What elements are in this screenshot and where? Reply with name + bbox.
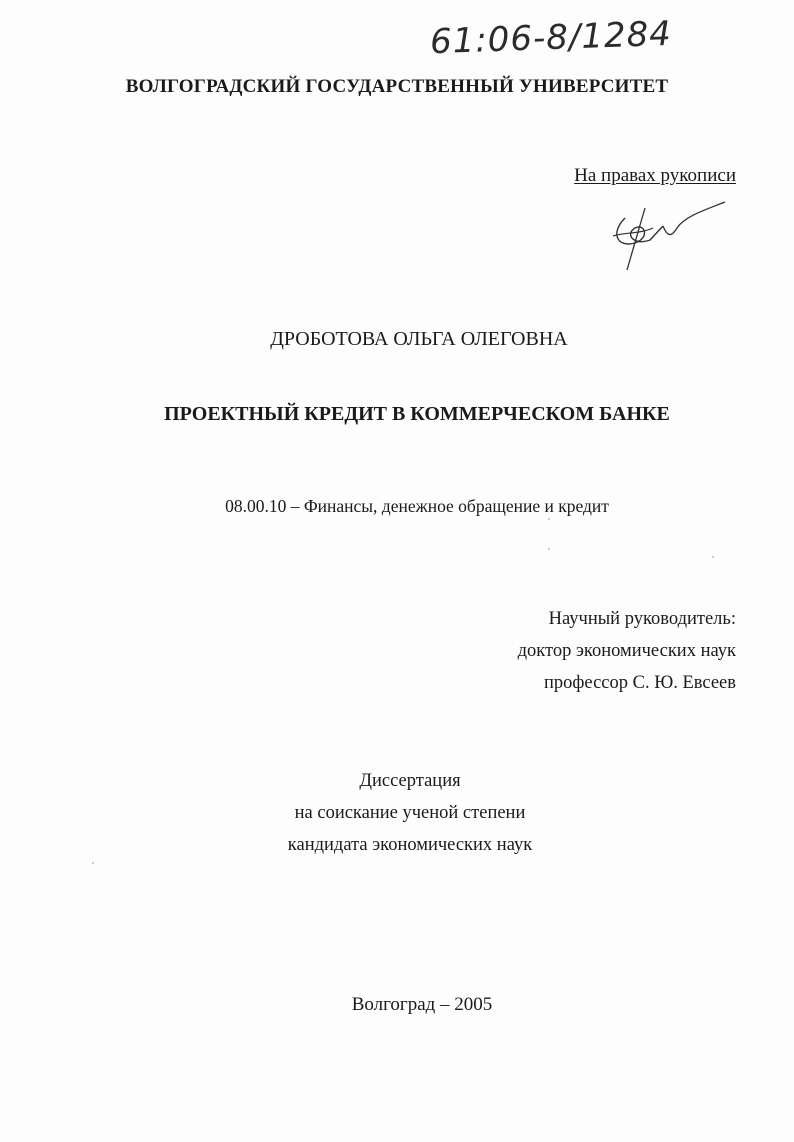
signature-icon xyxy=(605,188,735,278)
scan-speck xyxy=(548,518,550,520)
scan-speck xyxy=(548,548,550,550)
dissertation-type-block xyxy=(0,765,794,861)
place-and-year: Волгоград – 2005 xyxy=(351,994,493,1015)
manuscript-rights-note: На правах рукописи xyxy=(574,165,736,186)
specialty-code: 08.00.10 – Финансы, денежное обращение и кредит xyxy=(225,496,609,516)
dissertation-line-1: Диссертация xyxy=(359,771,461,791)
dissertation-line-2: на соискание ученой степени xyxy=(294,803,526,823)
archive-number-handwritten: 61:06-8/1284 xyxy=(429,13,673,63)
supervisor-degree: доктор экономических наук xyxy=(517,641,736,661)
supervisor-heading: Научный руководитель: xyxy=(548,609,736,629)
author-name: ДРОБОТОВА ОЛЬГА ОЛЕГОВНА xyxy=(270,328,568,350)
dissertation-line-3: кандидата экономических наук xyxy=(287,835,533,855)
dissertation-title: ПРОЕКТНЫЙ КРЕДИТ В КОММЕРЧЕСКОМ БАНКЕ xyxy=(164,403,670,425)
scan-speck xyxy=(712,556,714,558)
scan-speck xyxy=(92,862,94,864)
supervisor-name: профессор С. Ю. Евсеев xyxy=(544,673,736,693)
university-name: ВОЛГОГРАДСКИЙ ГОСУДАРСТВЕННЫЙ УНИВЕРСИТЕТ xyxy=(125,76,669,97)
supervisor-block xyxy=(518,603,736,699)
